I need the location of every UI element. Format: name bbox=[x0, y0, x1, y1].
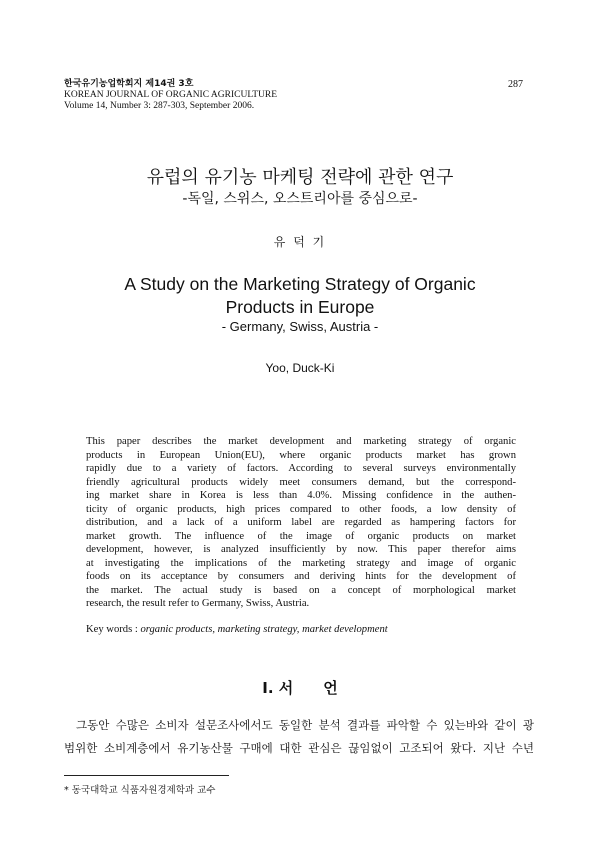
subtitle-english: - Germany, Swiss, Austria - bbox=[221, 319, 379, 334]
footnote: * 동국대학교 식품자원경제학과 교수 bbox=[64, 785, 216, 796]
title-english-line2: Products in Europe bbox=[225, 297, 375, 317]
abstract-line: market growth. The influence of the image of organic products on market bbox=[86, 530, 516, 542]
abstract-line: friendly agricultural products widely meet consumers demand, but the correspond- bbox=[86, 476, 516, 488]
title-english-line1: A Study on the Marketing Strategy of Organic bbox=[124, 274, 476, 294]
body-text-line: 그동안 수많은 소비자 설문조사에서도 동일한 분석 결과를 파악할 수 있는바와 같이 광 bbox=[76, 718, 534, 732]
abstract-line: ing market share in Korea is less than 4.0%. Missing confidence in the authen- bbox=[86, 490, 516, 501]
journal-name-english: KOREAN JOURNAL OF ORGANIC AGRICULTURE bbox=[64, 90, 278, 100]
author-korean: 유 덕 기 bbox=[273, 235, 327, 249]
abstract-line: development, however, is analyzed insufficiently by now. This paper therefor aims bbox=[86, 544, 516, 555]
abstract-line: rapidly due to a variety of factors. According to several surveys environmentally bbox=[86, 463, 516, 474]
subtitle-korean: -독일, 스위스, 오스트리아를 중심으로- bbox=[182, 191, 418, 207]
volume-info: Volume 14, Number 3: 287-303, September 2006. bbox=[64, 101, 255, 111]
abstract-line: products in European Union(EU), where organic products market has grown bbox=[86, 449, 516, 461]
author-english: Yoo, Duck-Ki bbox=[265, 361, 335, 375]
abstract-line: This paper describes the market development and marketing strategy of organic bbox=[86, 436, 516, 447]
abstract-line: distribution, and a lack of a uniform label are regarded as hampering factors for bbox=[86, 517, 516, 528]
title-korean: 유럽의 유기농 마케팅 전략에 관한 연구 bbox=[146, 167, 454, 188]
abstract-line: research, the result refer to Germany, Swiss, Austria. bbox=[86, 598, 310, 609]
journal-name-korean: 한국유기농업학회지 제14권 3호 bbox=[64, 79, 194, 89]
keywords-label: Key words : bbox=[86, 624, 138, 635]
keywords bbox=[86, 624, 388, 635]
abstract bbox=[86, 435, 516, 611]
abstract-line: the market. The actual study is based on a concept of morphological market bbox=[86, 584, 516, 596]
abstract-line: at investigating the implications of the marketing strategy and image of organic bbox=[86, 557, 516, 569]
body-text-line: 범위한 소비계층에서 유기농산물 구매에 대한 관심은 끊임없이 고조되어 왔다. 지난 수년 bbox=[64, 741, 534, 755]
abstract-line: foods on its acceptance by consumers and deriving hints for the development of bbox=[86, 571, 516, 582]
footnote-divider bbox=[64, 775, 229, 776]
keywords-list: organic products, marketing strategy, market development bbox=[140, 624, 388, 635]
journal-header bbox=[64, 79, 277, 112]
abstract-line: ticity of organic products, high prices compared to other foods, a low density of bbox=[86, 503, 516, 515]
page-number: 287 bbox=[508, 79, 523, 90]
section-heading: I. 서 언 bbox=[262, 679, 338, 697]
